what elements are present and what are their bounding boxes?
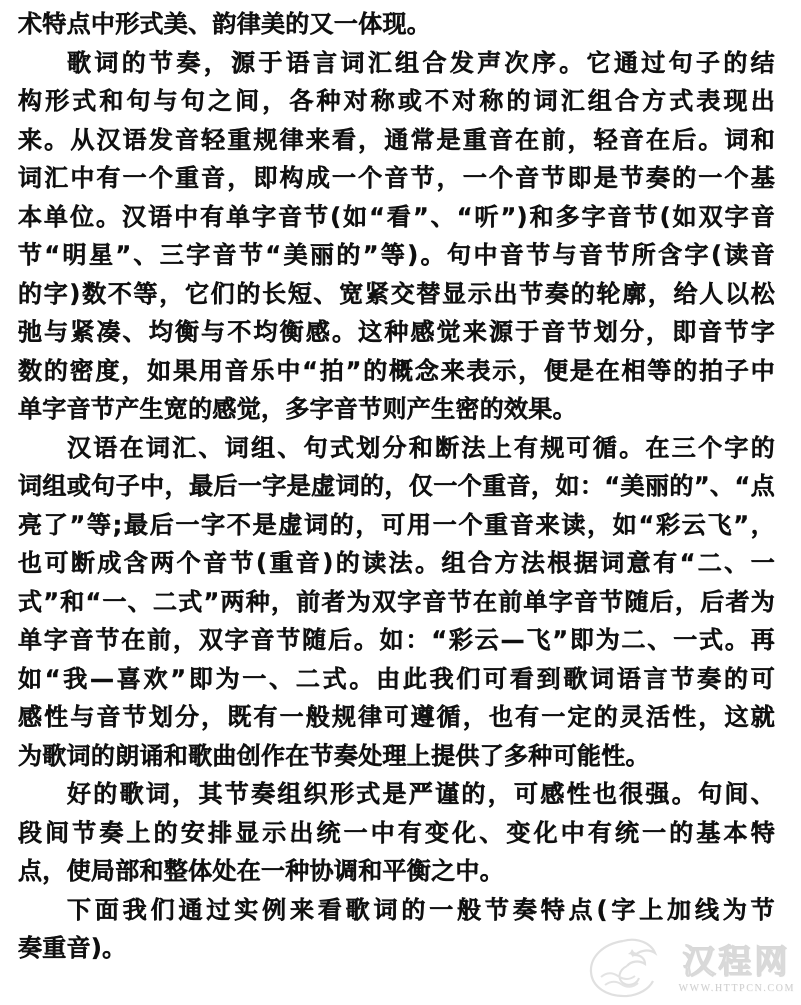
httpcn-logo-icon xyxy=(585,937,677,1001)
text-line: 的字)数不等，它们的长短、宽紧交替显示出节奏的轮廓，给人以松 xyxy=(18,279,775,308)
text-line: 好的歌词，其节奏组织形式是严谨的，可感性也很强。句间、 xyxy=(67,780,775,808)
watermark xyxy=(585,937,795,1001)
text-line: 如“我—喜欢”即为一、二式。由此我们可看到歌词语言节奏的可 xyxy=(18,664,775,693)
text-line: 汉语在词汇、词组、句式划分和断法上有规可循。在三个字的 xyxy=(67,433,775,462)
text-line: 为歌词的朗诵和歌曲创作在节奏处理上提供了多种可能性。 xyxy=(18,741,650,770)
text-line: 下面我们通过实例来看歌词的一般节奏特点(字上加线为节 xyxy=(67,895,775,924)
text-line: 感性与音节划分，既有一般规律可遵循，也有一定的灵活性，这就 xyxy=(18,703,775,731)
text-line: 弛与紧凑、均衡与不均衡感。这种感觉来源于音节划分，即音节字 xyxy=(18,318,775,346)
text-line: 亮了”等;最后一字不是虚词的，可用一个重音来读，如“彩云飞”， xyxy=(18,510,775,539)
text-line: 段间节奏上的安排显示出统一中有变化、变化中有统一的基本特 xyxy=(18,818,775,847)
body-text-block xyxy=(18,5,775,968)
text-line: 单字音节在前，双字音节随后。如：“彩云—飞”即为二、一式。再 xyxy=(18,626,775,654)
text-line: 词组或句子中，最后一字是虚词的，仅一个重音，如：“美丽的”、“点 xyxy=(18,472,775,500)
watermark-text xyxy=(679,944,795,993)
text-line: 点，使局部和整体处在一种协调和平衡之中。 xyxy=(18,857,504,885)
text-line: 术特点中形式美、韵律美的又一体现。 xyxy=(18,10,432,38)
text-line: 式”和“一、二式”两种，前者为双字音节在前单字音节随后，后者为 xyxy=(18,587,775,616)
text-line: 来。从汉语发音轻重规律来看，通常是重音在前，轻音在后。词和 xyxy=(18,125,775,154)
text-line: 奏重音)。 xyxy=(18,934,127,962)
text-line: 歌词的节奏，源于语言词汇组合发声次序。它通过句子的结 xyxy=(67,48,775,77)
watermark-site-name: 汉程网 xyxy=(682,942,791,982)
text-line: 词汇中有一个重音，即构成一个音节，一个音节即是节奏的一个基 xyxy=(18,164,775,192)
text-line: 数的密度，如果用音乐中“拍”的概念来表示，便是在相等的拍子中 xyxy=(18,356,775,385)
text-line: 也可断成含两个音节(重音)的读法。组合方法根据词意有“二、一 xyxy=(18,549,775,577)
text-line: 单字音节产生宽的感觉，多字音节则产生密的效果。 xyxy=(18,395,577,423)
text-line: 本单位。汉语中有单字音节(如“看”、“听”)和多字音节(如双字音 xyxy=(18,202,775,231)
text-line: 构形式和句与句之间，各种对称或不对称的词汇组合方式表现出 xyxy=(18,87,775,115)
text-line: 节“明星”、三字音节“美丽的”等)。句中音节与音节所含字(读音 xyxy=(18,241,775,269)
watermark-site-url: WWW.HTTPCN.COM xyxy=(678,982,795,994)
